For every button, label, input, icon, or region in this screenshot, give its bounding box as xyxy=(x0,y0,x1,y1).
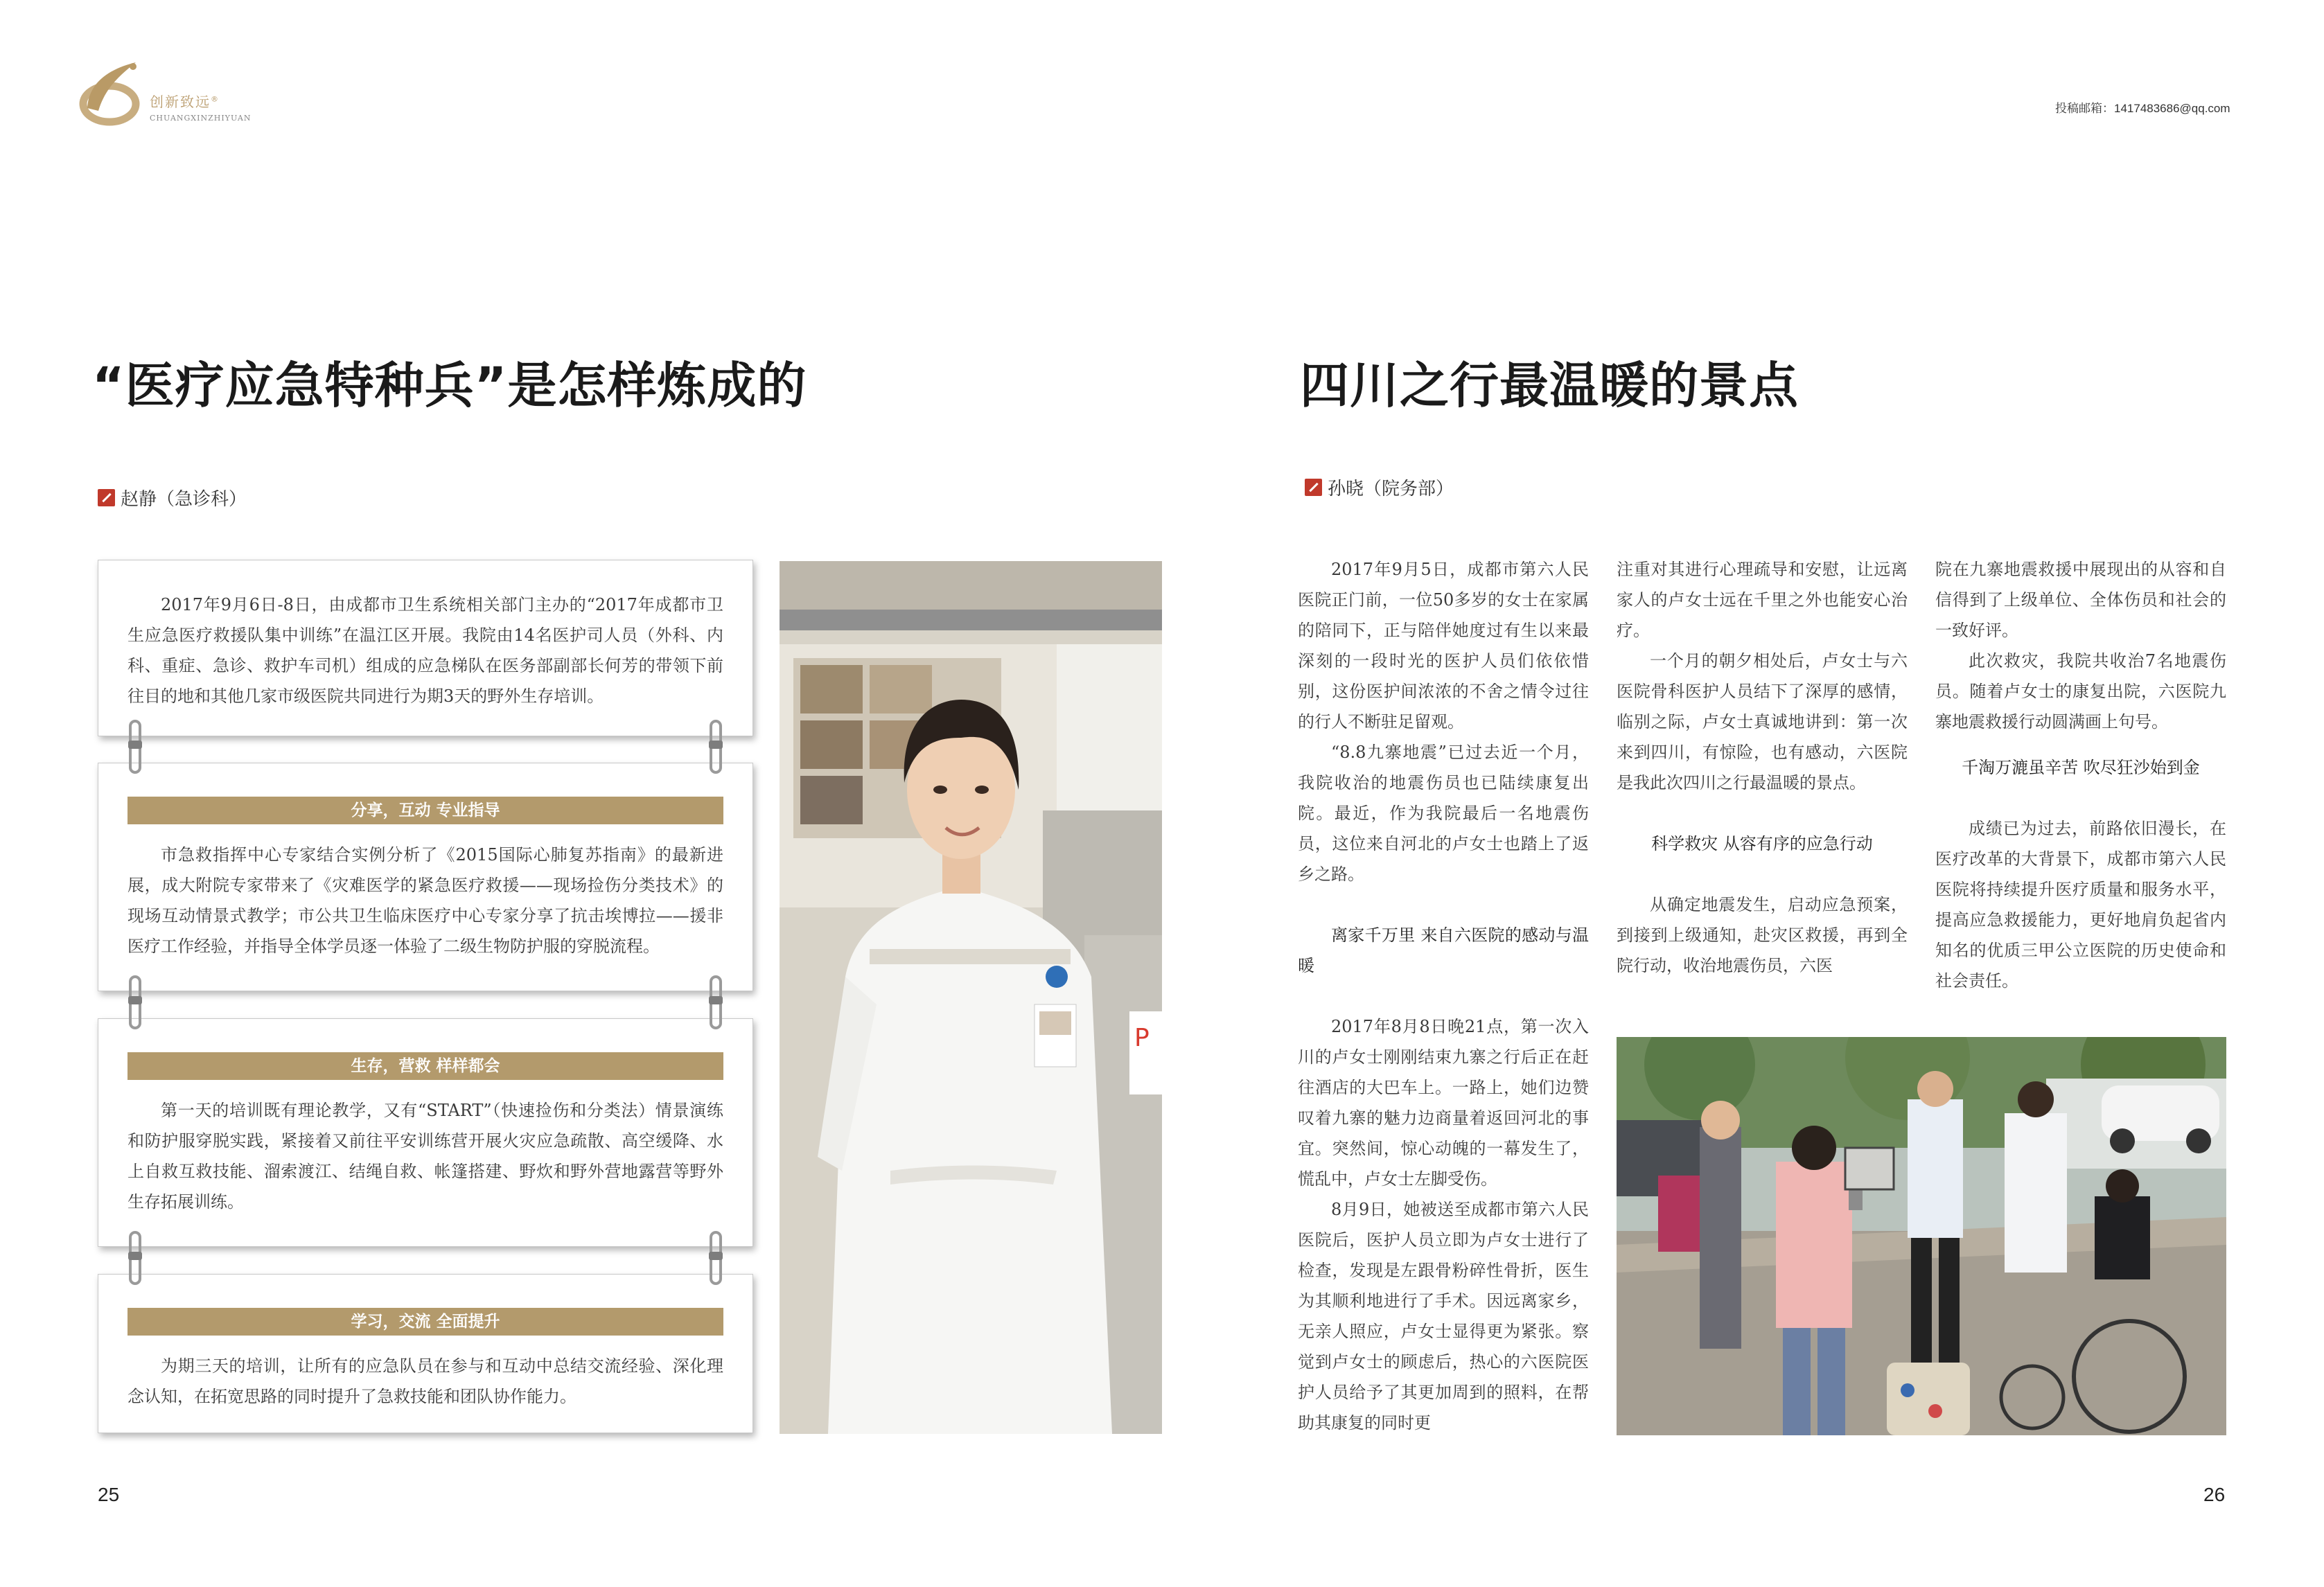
binder-ring-icon xyxy=(126,975,144,1029)
paragraph: 8月9日，她被送至成都市第六人民医院后，医护人员立即为卢女士进行了检查，发现是左跟骨粉碎性骨折，医生为其顺利地进行了手术。因远离家乡，无亲人照应，卢女士显得更为紧张。察觉到卢女士的顾虑后，热心的六医院医护人员给予了其更加周到的照料，在帮助其康复的同时更 xyxy=(1298,1200,1589,1433)
paragraph: 注重对其进行心理疏导和安慰，让远离家人的卢女士远在千里之外也能安心治疗。 xyxy=(1617,560,1908,640)
section-card xyxy=(98,1018,753,1247)
section-paragraph: 为期三天的培训，让所有的应急队员在参与和互动中总结交流经验、深化理念认知，在拓宽思路的同时提升了急救技能和团队协作能力。 xyxy=(127,1356,723,1406)
left-author: 赵静（急诊科） xyxy=(121,489,247,510)
hospital-farewell-photo xyxy=(1617,1037,2226,1435)
right-byline xyxy=(1305,475,1454,500)
paragraph: 成绩已为过去，前路依旧漫长，在医疗改革的大背景下，成都市第六人民医院将持续提升医疗质量和服务水平，提高应急救援能力，更好地肩负起省内知名的优质三甲公立医院的历史使命和社会责任。 xyxy=(1935,819,2226,991)
paragraph: 此次救灾，我院共收治7名地震伤员。随着卢女士的康复出院，六医院九寨地震救援行动圆满画上句号。 xyxy=(1935,651,2226,732)
paragraph: 院在九寨地震救援中展现出的从容和自信得到了上级单位、全体伤员和社会的一致好评。 xyxy=(1935,560,2226,640)
right-article-title: 四川之行最温暖的景点 xyxy=(1300,357,1799,414)
binder-ring-icon xyxy=(126,1231,144,1285)
paragraph: “8.8九寨地震”已过去近一个月，我院收治的地震伤员也已陆续康复出院。最近，作为我院最后一名地震伤员，这位来自河北的卢女士也踏上了返乡之路。 xyxy=(1298,743,1589,884)
right-author: 孙晓（院务部） xyxy=(1328,479,1454,499)
paragraph: 2017年9月5日，成都市第六人民医院正门前，一位50多岁的女士在家属的陪同下，正与陪伴她度过有生以来最深刻的一段时光的医护人员们依依惜别，这份医护间浓浓的不舍之情令过往的行人不断驻足留观。 xyxy=(1298,560,1589,732)
left-byline xyxy=(98,485,247,511)
subheading: 千淘万漉虽辛苦 吹尽狂沙始到金 xyxy=(1962,758,2200,777)
article-column-1 xyxy=(1298,554,1589,1438)
page-number-right: 26 xyxy=(2203,1484,2226,1505)
section-heading: 分享，互动 专业指导 xyxy=(127,797,723,824)
nurse-portrait-photo xyxy=(780,561,1162,1434)
article-column-3 xyxy=(1935,554,2226,996)
logo-pinyin: CHUANGXINZHIYUAN xyxy=(150,114,252,123)
section-card xyxy=(98,763,753,991)
intro-card xyxy=(98,560,753,736)
binder-ring-icon xyxy=(126,720,144,774)
left-article-title: “医疗应急特种兵”是怎样炼成的 xyxy=(92,357,807,414)
section-paragraph: 市急救指挥中心专家结合实例分析了《2015国际心肺复苏指南》的最新进展，成大附院专家带来了《灾难医学的紧急医疗救援——现场捡伤分类技术》的现场互动情景式教学；市公共卫生临床医疗中心专家分享了抗击埃博拉——援非医疗工作经验，并指导全体学员逐一体验了二级生物防护服的穿脱流程。 xyxy=(127,845,723,956)
subheading: 科学救灾 从容有序的应急行动 xyxy=(1651,834,1873,853)
page-number-left: 25 xyxy=(98,1484,120,1505)
section-heading: 学习，交流 全面提升 xyxy=(127,1308,723,1336)
logo-text: 创新致远® xyxy=(150,94,220,110)
pen-icon xyxy=(1305,479,1322,496)
svg-text:P: P xyxy=(1134,1024,1150,1052)
logo-mark xyxy=(75,60,147,127)
paragraph: 一个月的朝夕相处后，卢女士与六医院骨科医护人员结下了深厚的感情，临别之际，卢女士真诚地讲到：第一次来到四川，有惊险，也有感动，六医院是我此次四川之行最温暖的景点。 xyxy=(1617,651,1908,792)
article-column-2 xyxy=(1617,554,1908,981)
binder-ring-icon xyxy=(707,1231,725,1285)
section-heading: 生存，营救 样样都会 xyxy=(127,1052,723,1080)
paragraph: 2017年8月8日晚21点，第一次入川的卢女士刚刚结束九寨之行后正在赶往酒店的大巴车上。一路上，她们边赞叹着九寨的魅力边商量着返回河北的事宜。突然间，惊心动魄的一幕发生了，慌乱中，卢女士左脚受伤。 xyxy=(1298,1017,1589,1189)
pen-icon xyxy=(98,489,115,506)
subheading: 离家千万里 来自六医院的感动与温暖 xyxy=(1298,925,1589,975)
binder-ring-icon xyxy=(707,720,725,774)
intro-paragraph: 2017年9月6日-8日，由成都市卫生系统相关部门主办的“2017年成都市卫生应急医疗救援队集中训练”在温江区开展。我院由14名医护司人员（外科、内科、重症、急诊、救护车司机）组成的应急梯队在医务部副部长何芳的带领下前往目的地和其他几家市级医院共同进行为期3天的野外生存培训。 xyxy=(127,595,723,706)
binder-ring-icon xyxy=(707,975,725,1029)
section-card xyxy=(98,1274,753,1433)
paragraph: 从确定地震发生，启动应急预案，到接到上级通知，赴灾区救援，再到全院行动，收治地震伤员，六医 xyxy=(1617,895,1908,975)
section-paragraph: 第一天的培训既有理论教学，又有“START”（快速捡伤和分类法）情景演练和防护服穿脱实践，紧接着又前往平安训练营开展火灾应急疏散、高空缓降、水上自救互救技能、溜索渡江、结绳自救、帐篷搭建、野炊和野外营地露营等野外生存拓展训练。 xyxy=(127,1101,723,1212)
submission-email: 投稿邮箱：1417483686@qq.com xyxy=(2055,102,2230,115)
